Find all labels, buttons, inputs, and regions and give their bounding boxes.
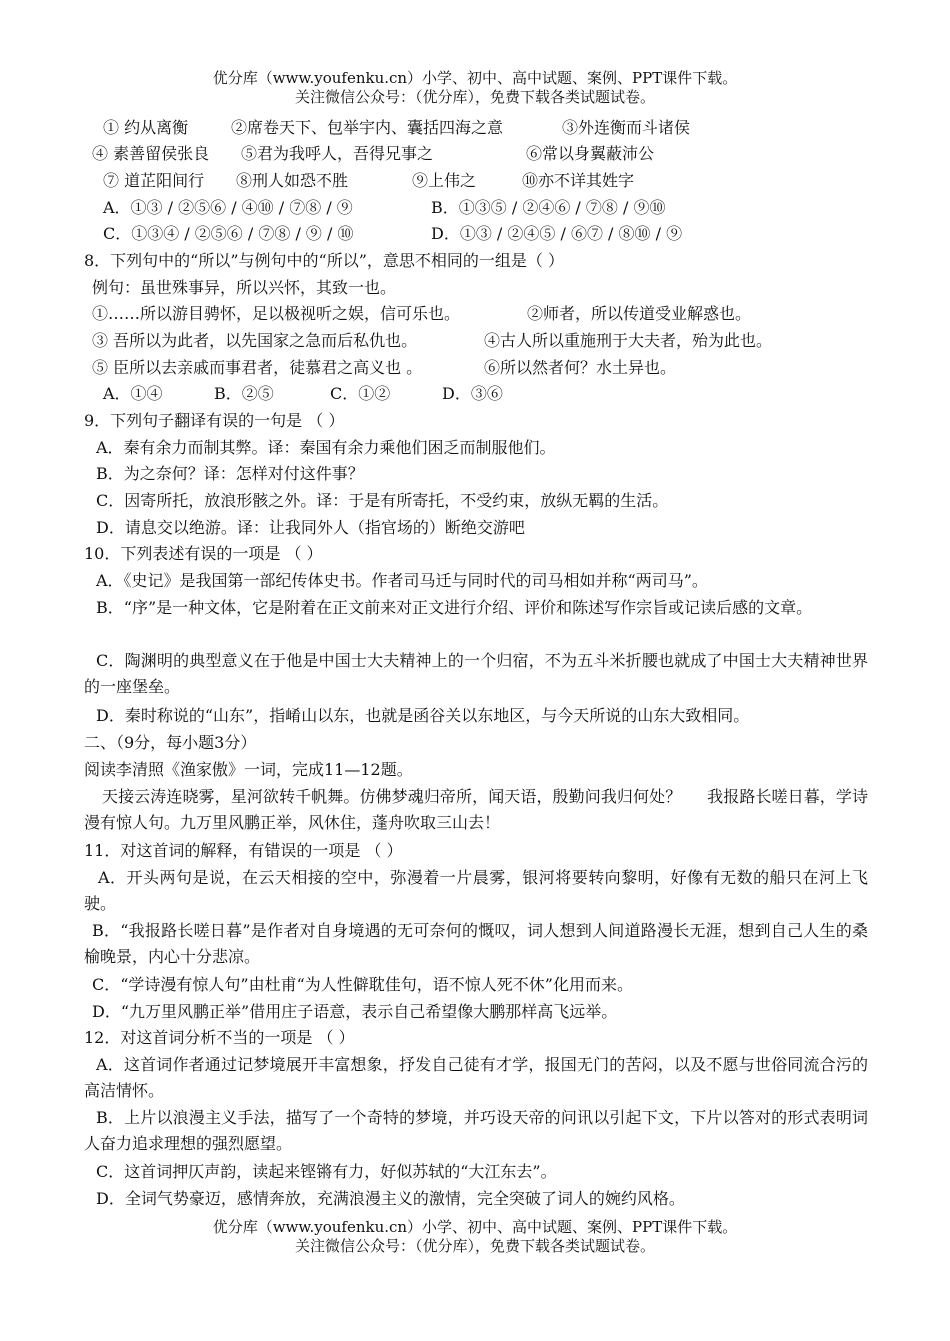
q7-item-3: ③外连衡而斗诸侯 <box>562 118 691 137</box>
q7-option-a: A．①③ / ②⑤⑥ / ④⑩ / ⑦⑧ / ⑨ <box>103 198 353 217</box>
q7-item-7: ⑦ 道芷阳间行 <box>103 171 205 190</box>
q8-stem: 8．下列句中的“所以”与例句中的“所以”，意思不相同的一组是（ ） <box>84 251 564 270</box>
q8-option-a: A．①④ <box>103 384 163 403</box>
q7-option-c: C．①③④ / ②⑤⑥ / ⑦⑧ / ⑨ / ⑩ <box>103 224 354 243</box>
q8-item-6: ⑥所以然者何？水土异也。 <box>484 358 677 377</box>
q10-option-c: C．陶渊明的典型意义在于他是中国士大夫精神上的一个归宿，不为五斗米折腰也就成了中国士大夫精神世界的一座堡垒。 <box>84 651 868 697</box>
q10-option-b: B．“序”是一种文体，它是附着在正文前来对正文进行介绍、评价和陈述写作宗旨或记读后感的文章。 <box>96 598 813 617</box>
q7-option-d: D．①③ / ②④⑤ / ⑥⑦ / ⑧⑩ / ⑨ <box>431 224 683 243</box>
section-2-intro: 阅读李清照《渔家傲》一词，完成11—12题。 <box>84 760 413 779</box>
q7-item-1: ① 约从离衡 <box>103 118 189 137</box>
q7-item-10: ⑩亦不详其姓字 <box>522 171 635 190</box>
q12-stem: 12．对这首词分析不当的一项是 （ ） <box>84 1028 355 1047</box>
footer-line-2: 关注微信公众号：（优分库），免费下载各类试题试卷。 <box>294 1237 655 1255</box>
q8-example: 例句：虽世殊事异，所以兴怀，其致一也。 <box>92 278 397 297</box>
q11-stem: 11．对这首词的解释，有错误的一项是 （ ） <box>84 841 403 860</box>
q10-option-d: D．秦时称说的“山东”，指崤山以东，也就是函谷关以东地区，与今天所说的山东大致相同。 <box>96 706 750 725</box>
q7-item-4: ④ 素善留侯张良 <box>92 144 210 163</box>
q9-option-b: B．为之奈何？译：怎样对付这件事？ <box>96 464 364 483</box>
header-line-2: 关注微信公众号：（优分库），免费下载各类试题试卷。 <box>294 88 655 106</box>
q12-option-c: C．这首词押仄声韵，读起来铿锵有力，好似苏轼的“大江东去”。 <box>96 1162 557 1181</box>
q7-item-8: ⑧刑人如恐不胜 <box>236 171 349 190</box>
q8-item-2: ②师者，所以传道受业解惑也。 <box>527 304 752 323</box>
q7-item-5: ⑤君为我呼人，吾得兄事之 <box>241 144 434 163</box>
q8-item-4: ④古人所以重施刑于大夫者，殆为此也。 <box>484 331 773 350</box>
q11-option-c: C．“学诗漫有惊人句”由杜甫“为人性僻耽佳句，语不惊人死不休”化用而来。 <box>92 975 633 994</box>
q12-option-a: A．这首词作者通过记梦境展开丰富想象，抒发自己徒有才学，报国无门的苦闷，以及不愿与世俗同流合污的高洁情怀。 <box>84 1055 868 1101</box>
q11-option-d: D．“九万里风鹏正举”借用庄子语意，表示自己希望像大鹏那样高飞远举。 <box>92 1002 618 1021</box>
q8-option-b: B．②⑤ <box>214 384 274 403</box>
q7-option-b: B．①③⑤ / ②④⑥ / ⑦⑧ / ⑨⑩ <box>431 198 666 217</box>
q7-item-2: ②席卷天下、包举宇内、囊括四海之意 <box>231 118 504 137</box>
footer-line-1: 优分库（www.youfenku.cn）小学、初中、高中试题、案例、PPT课件下载。 <box>212 1218 738 1236</box>
q10-option-a: A．《史记》是我国第一部纪传体史书。作者司马迁与同时代的司马相如并称“两司马”。 <box>96 571 708 590</box>
q9-option-a: A．秦有余力而制其弊。译：秦国有余力乘他们困乏而制服他们。 <box>96 438 556 457</box>
q11-option-b: B．“我报路长嗟日暮”是作者对自身境遇的无可奈何的慨叹，词人想到人间道路漫长无涯，想到自己人生的桑榆晚景，内心十分悲凉。 <box>84 921 868 967</box>
q8-item-3: ③ 吾所以为此者，以先国家之急而后私仇也。 <box>92 331 418 350</box>
poem-text: 天接云涛连晓雾，星河欲转千帆舞。仿佛梦魂归帝所，闻天语，殷勤问我归何处？ 我报路长嗟日暮，学诗漫有惊人句。九万里风鹏正举，风休住，蓬舟吹取三山去！ <box>84 787 868 833</box>
q12-option-b: B．上片以浪漫主义手法，描写了一个奇特的梦境，并巧设天帝的问讯以引起下文，下片以答对的形式表明词人奋力追求理想的强烈愿望。 <box>84 1108 868 1154</box>
header-line-1: 优分库（www.youfenku.cn）小学、初中、高中试题、案例、PPT课件下载。 <box>212 69 738 87</box>
q12-option-d: D．全词气势豪迈，感情奔放，充满浪漫主义的激情，完全突破了词人的婉约风格。 <box>96 1189 685 1208</box>
q8-option-d: D．③⑥ <box>442 384 503 403</box>
q7-item-9: ⑨上伟之 <box>412 171 477 190</box>
q10-stem: 10．下列表述有误的一项是 （ ） <box>84 544 323 563</box>
q9-option-d: D．请息交以绝游。译：让我同外人（指官场的）断绝交游吧 <box>96 518 525 537</box>
q9-option-c: C．因寄所托，放浪形骸之外。译：于是有所寄托，不受约束，放纵无羁的生活。 <box>96 491 669 510</box>
section-2-title: 二、（9分，每小题3分） <box>84 733 257 752</box>
q8-option-c: C．①② <box>330 384 391 403</box>
q9-stem: 9．下列句子翻译有误的一句是 （ ） <box>84 411 345 430</box>
q8-item-5: ⑤ 臣所以去亲戚而事君者，徒慕君之高义也 。 <box>92 358 423 377</box>
q7-item-6: ⑥常以身翼蔽沛公 <box>526 144 655 163</box>
q11-option-a: A．开头两句是说，在云天相接的空中，弥漫着一片晨雾，银河将要转向黎明，好像有无数的船只在河上飞驶。 <box>84 868 868 914</box>
q8-item-1: ①……所以游目骋怀，足以极视听之娱，信可乐也。 <box>92 304 461 323</box>
